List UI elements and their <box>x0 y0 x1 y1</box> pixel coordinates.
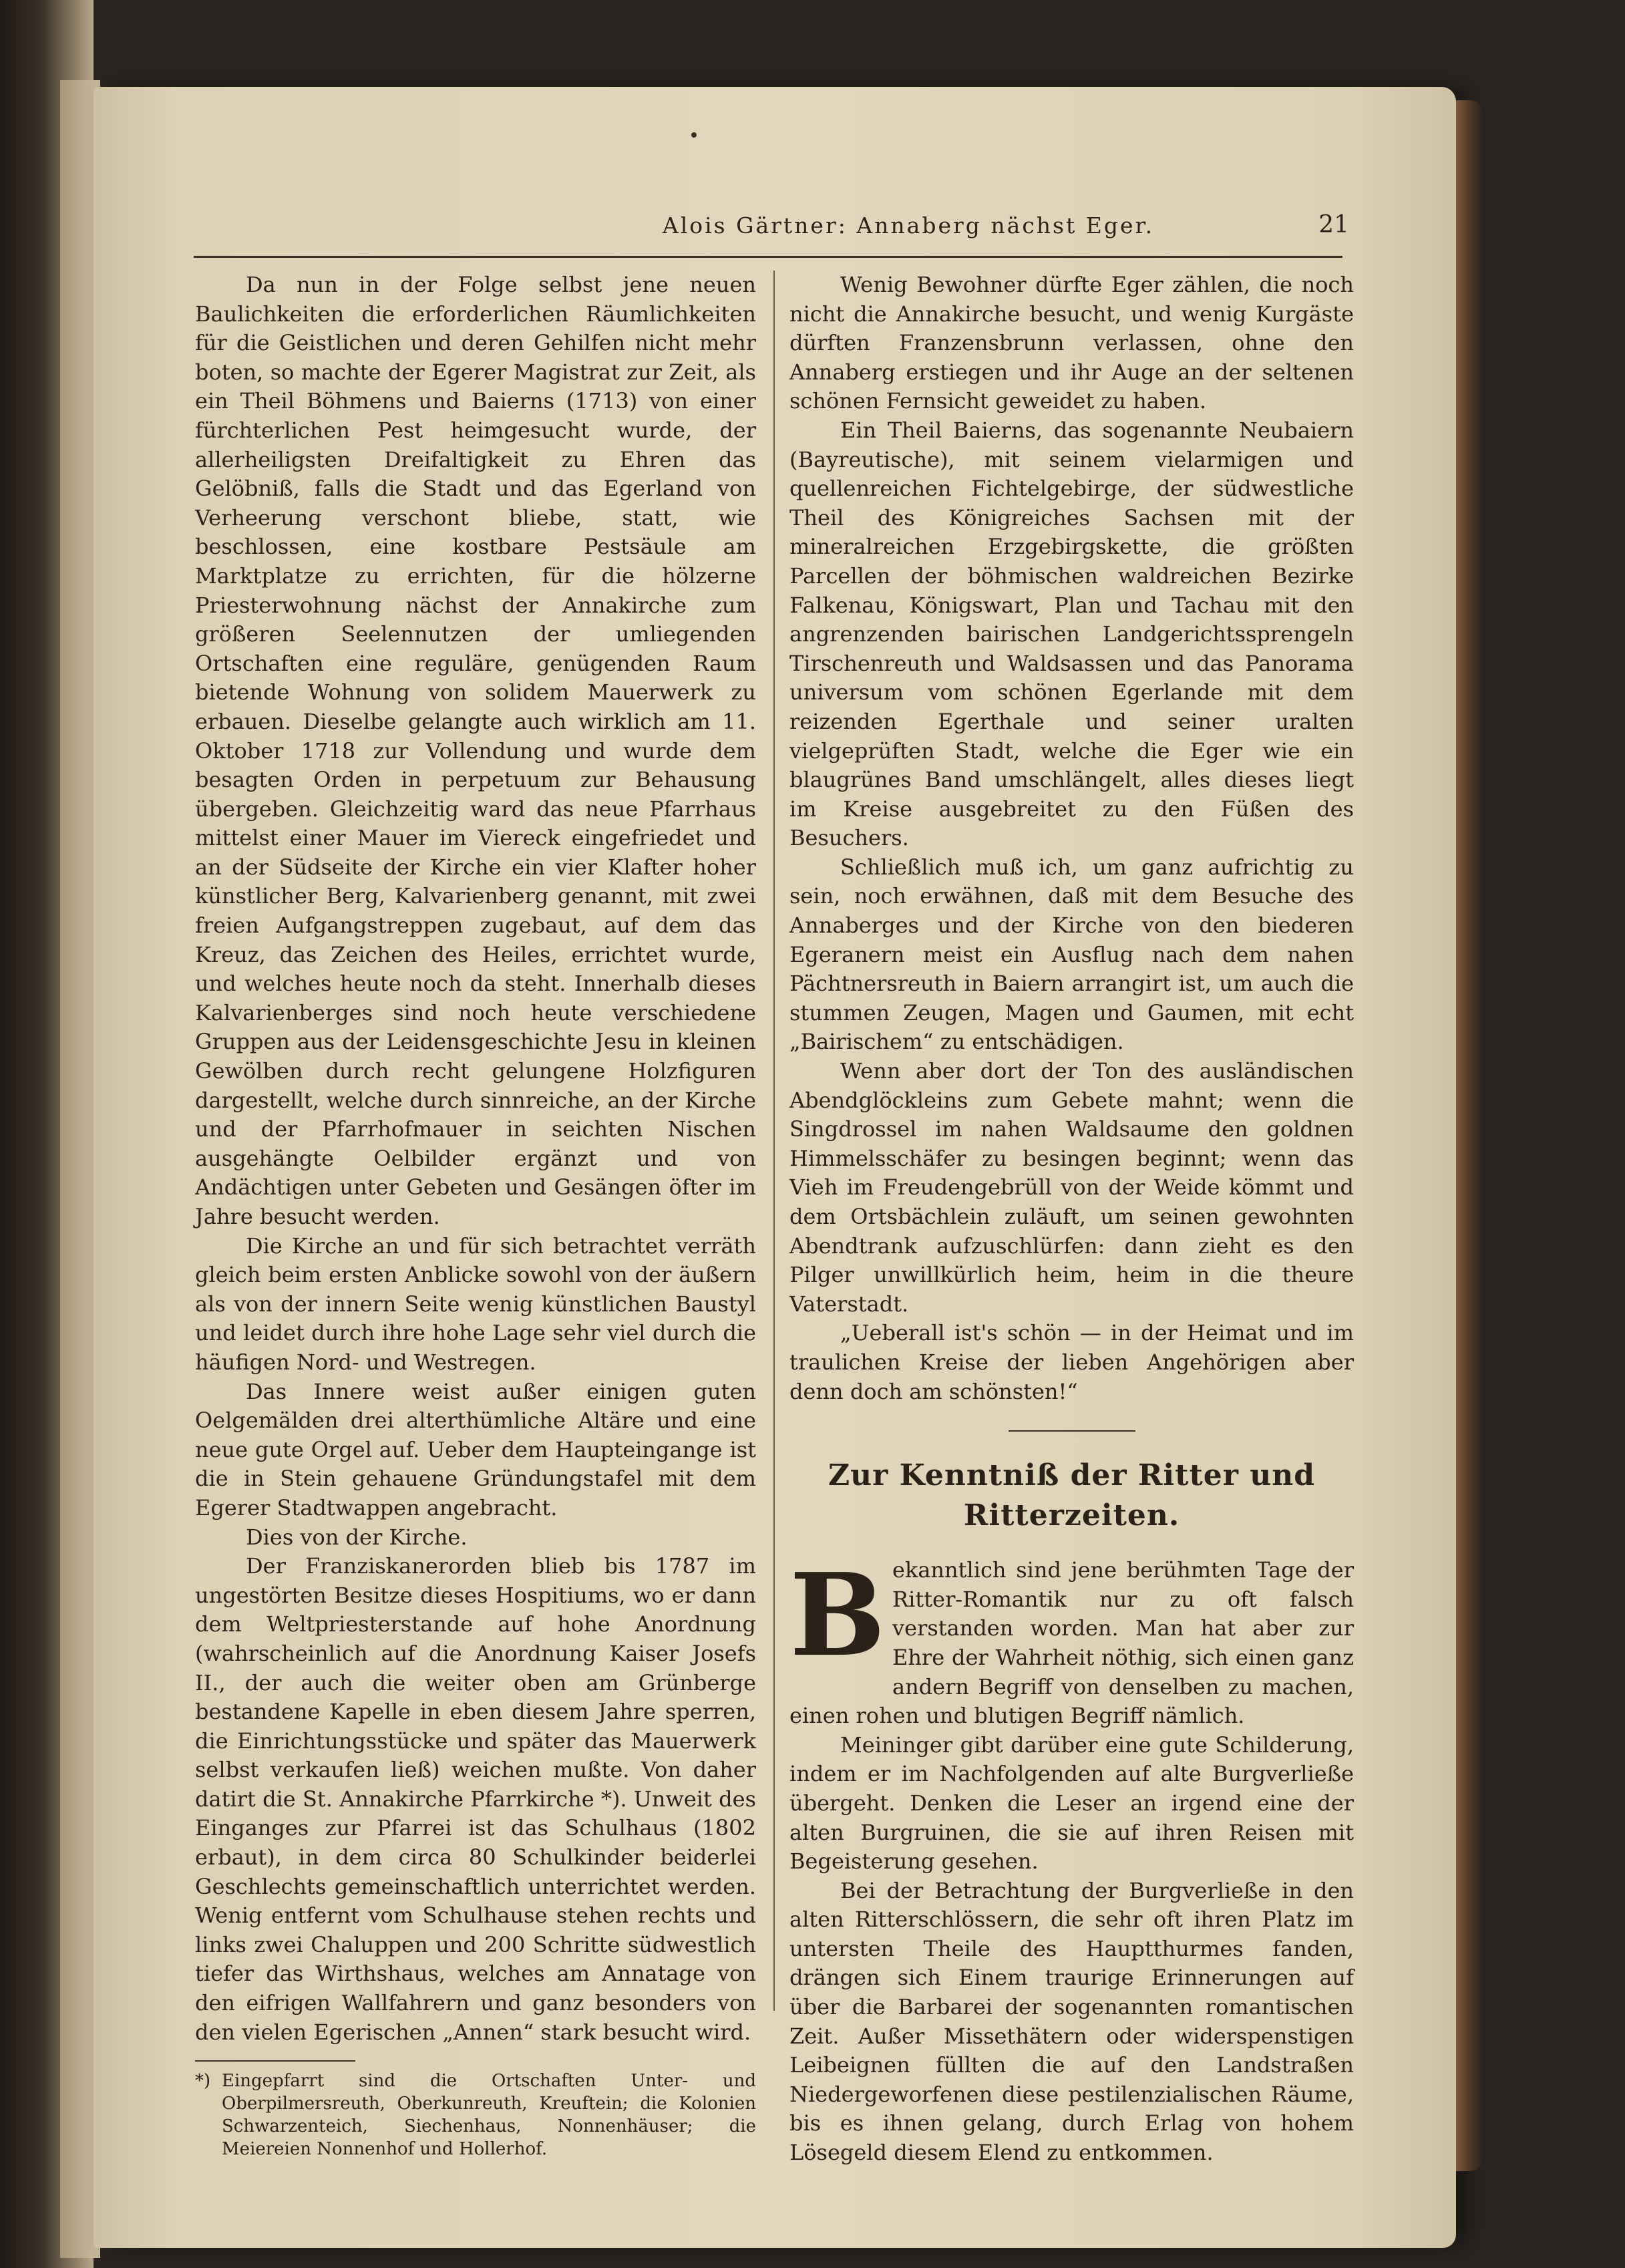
page-number: 21 <box>1318 211 1349 238</box>
header-rule <box>194 256 1342 258</box>
article-title: Zur Kenntniß der Ritter und Ritterzeiten. <box>828 1458 1316 1533</box>
paragraph: Da nun in der Folge selbst jene neuen Baulichkeiten die erforderlichen Räumlichkeiten für die Geistlichen und deren Gehilfen nicht mehr boten, so machte der Egerer Magistrat zur Zeit, als ein Theil Böhmens und Baierns (1713) von einer fürchterlichen Pest heimgesucht wurde, der allerheiligsten Dreifaltigkeit zu Ehren das Gelöbniß, falls die Stadt und das Egerland von Verheerung verschont bliebe, statt, wie beschlossen, eine kostbare Pestsäule am Marktplatze zu errichten, für die hölzerne Priesterwohnung nächst der Annakirche zum größeren Seelennutzen der umliegenden Ortschaften eine reguläre, genügenden Raum bietende Wohnung von solidem Mauerwerk zu erbauen. Dieselbe gelangte auch wirklich am 11. Oktober 1718 zur Vollendung und wurde dem besagten Orden in perpetuum zur Behausung übergeben. Gleichzeitig ward das neue Pfarrhaus mittelst einer Mauer im Viereck eingefriedet und an der Südseite der Kirche ein vier Klafter hoher künstlicher Berg, Kalvarienberg genannt, mit zwei freien Aufgangstreppen zugebaut, auf dem das Kreuz, das Zeichen des Heiles, errichtet wurde, und welches heute noch da steht. Innerhalb dieses Kalvarienberges sind noch heute verschiedene Gruppen aus der Leidensgeschichte Jesu in kleinen Gewölben durch recht gelungene Holzfiguren dargestellt, welche durch sinnreiche, an der Kirche und der Pfarrhofmauer in seichten Nischen ausgehängte Oelbilder ergänzt und von Andächtigen unter Gebeten und Gesängen öfter im Jahre besucht werden. <box>195 272 756 1229</box>
paragraph: Dies von der Kirche. <box>246 1524 468 1550</box>
section-divider <box>1009 1430 1135 1432</box>
running-title: Alois Gärtner: Annaberg nächst Eger. <box>662 212 1155 238</box>
page-header <box>194 212 1369 259</box>
footnote-mark: *) <box>195 2071 211 2092</box>
paragraph: Schließlich muß ich, um ganz aufrichtig zu sein, noch erwähnen, daß mit dem Besuche des Annaberges und der Kirche von den biederen Egeranern meist ein Ausflug nach dem nahen Pächtnersreuth in Baiern arrangirt ist, um auch die stummen Zeugen, Magen und Gaumen, mit echt „Bairischem“ zu entschädigen. <box>789 854 1354 1055</box>
paragraph: Meininger gibt darüber eine gute Schilderung, indem er im Nachfolgenden auf alte Burgverließe übergeht. Denken die Leser an irgend eine der alten Burgruinen, die sie auf ihren Reisen mit Begeisterung gesehen. <box>789 1732 1354 1875</box>
footnote-text: Eingepfarrt sind die Ortschaften Unter- und Oberpilmersreuth, Oberkunreuth, Kreuftein; die Kolonien Schwarzenteich, Siechenhaus, Nonnenhäuser; die Meiereien Nonnenhof und Hollerhof. <box>222 2071 756 2160</box>
article-first-paragraph <box>789 1549 1354 1731</box>
drop-cap: B <box>789 1549 886 1683</box>
paragraph: Bei der Betrachtung der Burgverließe in den alten Ritterschlössern, die sehr oft ihren Platz im untersten Theile des Hauptthurmes fanden, drängen sich Einem traurige Erinnerungen auf über die Barbarei der sogenannten romantischen Zeit. Außer Missethätern oder widerspenstigen Leibeignen füllten die auf den Landstraßen Niedergeworfenen diese pestilenzialischen Räume, bis es ihnen gelang, durch Erlag von hohem Lösegeld diesem Elend zu entkommen. <box>789 1877 1354 2166</box>
page-edge <box>1456 100 1483 2171</box>
paragraph: „Ueberall ist's schön — in der Heimat und im traulichen Kreise der lieben Angehörigen aber denn doch am schönsten!“ <box>789 1320 1354 1404</box>
paragraph: Wenig Bewohner dürfte Eger zählen, die noch nicht die Annakirche besucht, und wenig Kurgäste dürften Franzensbrunn verlassen, ohne den Annaberg erstiegen und ihr Auge an der seltenen schönen Fernsicht geweidet zu haben. <box>789 272 1354 414</box>
column-divider <box>773 271 775 2011</box>
right-column <box>789 271 1354 2168</box>
paragraph: Ein Theil Baierns, das sogenannte Neubaiern (Bayreutische), mit seinem vielarmigen und quellenreichen Fichtelgebirge, der südwestliche Theil des Königreiches Sachsen mit der mineralreichen Erzgebirgskette, die größten Parcellen der böhmischen waldreichen Bezirke Falkenau, Königswart, Plan und Tachau mit den angrenzenden bairischen Landgerichtssprengeln Tirschenreuth und Waldsassen und das Panorama universum vom schönen Egerlande mit dem reizenden Egerthale und seiner uralten vielgeprüften Stadt, welche die Eger wie ein blaugrünes Band umschlängelt, alles dieses liegt im Kreise ausgebreitet zu den Füßen des Besuchers. <box>789 417 1354 851</box>
paragraph: Der Franziskanerorden blieb bis 1787 im ungestörten Besitze dieses Hospitiums, wo er dann dem Weltpriesterstande auf hohe Anordnung (wahrscheinlich auf die Anordnung Kaiser Josefs II., der auch die weiter oben am Grünberge bestandene Kapelle in eben diesem Jahre sperren, die Einrichtungsstücke und später das Mauerwerk selbst verkaufen ließ) weichen mußte. Von daher datirt die St. Annakirche Pfarrkirche *). Unweit des Einganges zur Pfarrei ist das Schulhaus (1802 erbaut), in dem circa 80 Schulkinder beiderlei Geschlechts gemeinschaftlich unterrichtet werden. Wenig entfernt vom Schulhause stehen rechts und links zwei Chaluppen und 200 Schritte südwestlich tiefer das Wirthshaus, welches am Annatage von den eifrigen Wallfahrern und ganz besonders von den vielen Egerischen „Annen“ stark besucht wird. <box>195 1553 756 2045</box>
ink-speck <box>691 132 697 138</box>
paragraph: Wenn aber dort der Ton des ausländischen Abendglöckleins zum Gebete mahnt; wenn die Singdrossel im nahen Waldsaume den goldnen Himmelsschäfer zu besingen beginnt; wenn das Vieh im Freudengebrüll von der Weide kömmt und dem Ortsbächlein zuläuft, um seinen gewohnten Abendtrank aufzuschlürfen: dann zieht es den Pilger unwillkürlich heim, heim in die theure Vaterstadt. <box>789 1058 1354 1317</box>
paragraph: Die Kirche an und für sich betrachtet verräth gleich beim ersten Anblicke sowohl von der äußern als von der innern Seite wenig künstlichen Baustyl und leidet durch ihre hohe Lage sehr viel durch die häufigen Nord- und Westregen. <box>195 1233 756 1375</box>
footnote-rule <box>195 2060 355 2062</box>
footnote <box>195 2070 756 2160</box>
paragraph: Das Innere weist außer einigen guten Oelgemälden drei alterthümliche Altäre und eine neue gute Orgel auf. Ueber dem Haupteingange ist die in Stein gehauene Gründungstafel mit dem Egerer Stadtwappen angebracht. <box>195 1378 756 1520</box>
left-column <box>195 271 756 2160</box>
article-first-text: ekanntlich sind jene berühmten Tage der Ritter-Romantik nur zu oft falsch verstanden worden. Man hat aber zur Ehre der Wahrheit nöthig, sich einen ganz andern Begriff von denselben zu machen, einen rohen und blutigen Begriff nämlich. <box>789 1557 1354 1729</box>
